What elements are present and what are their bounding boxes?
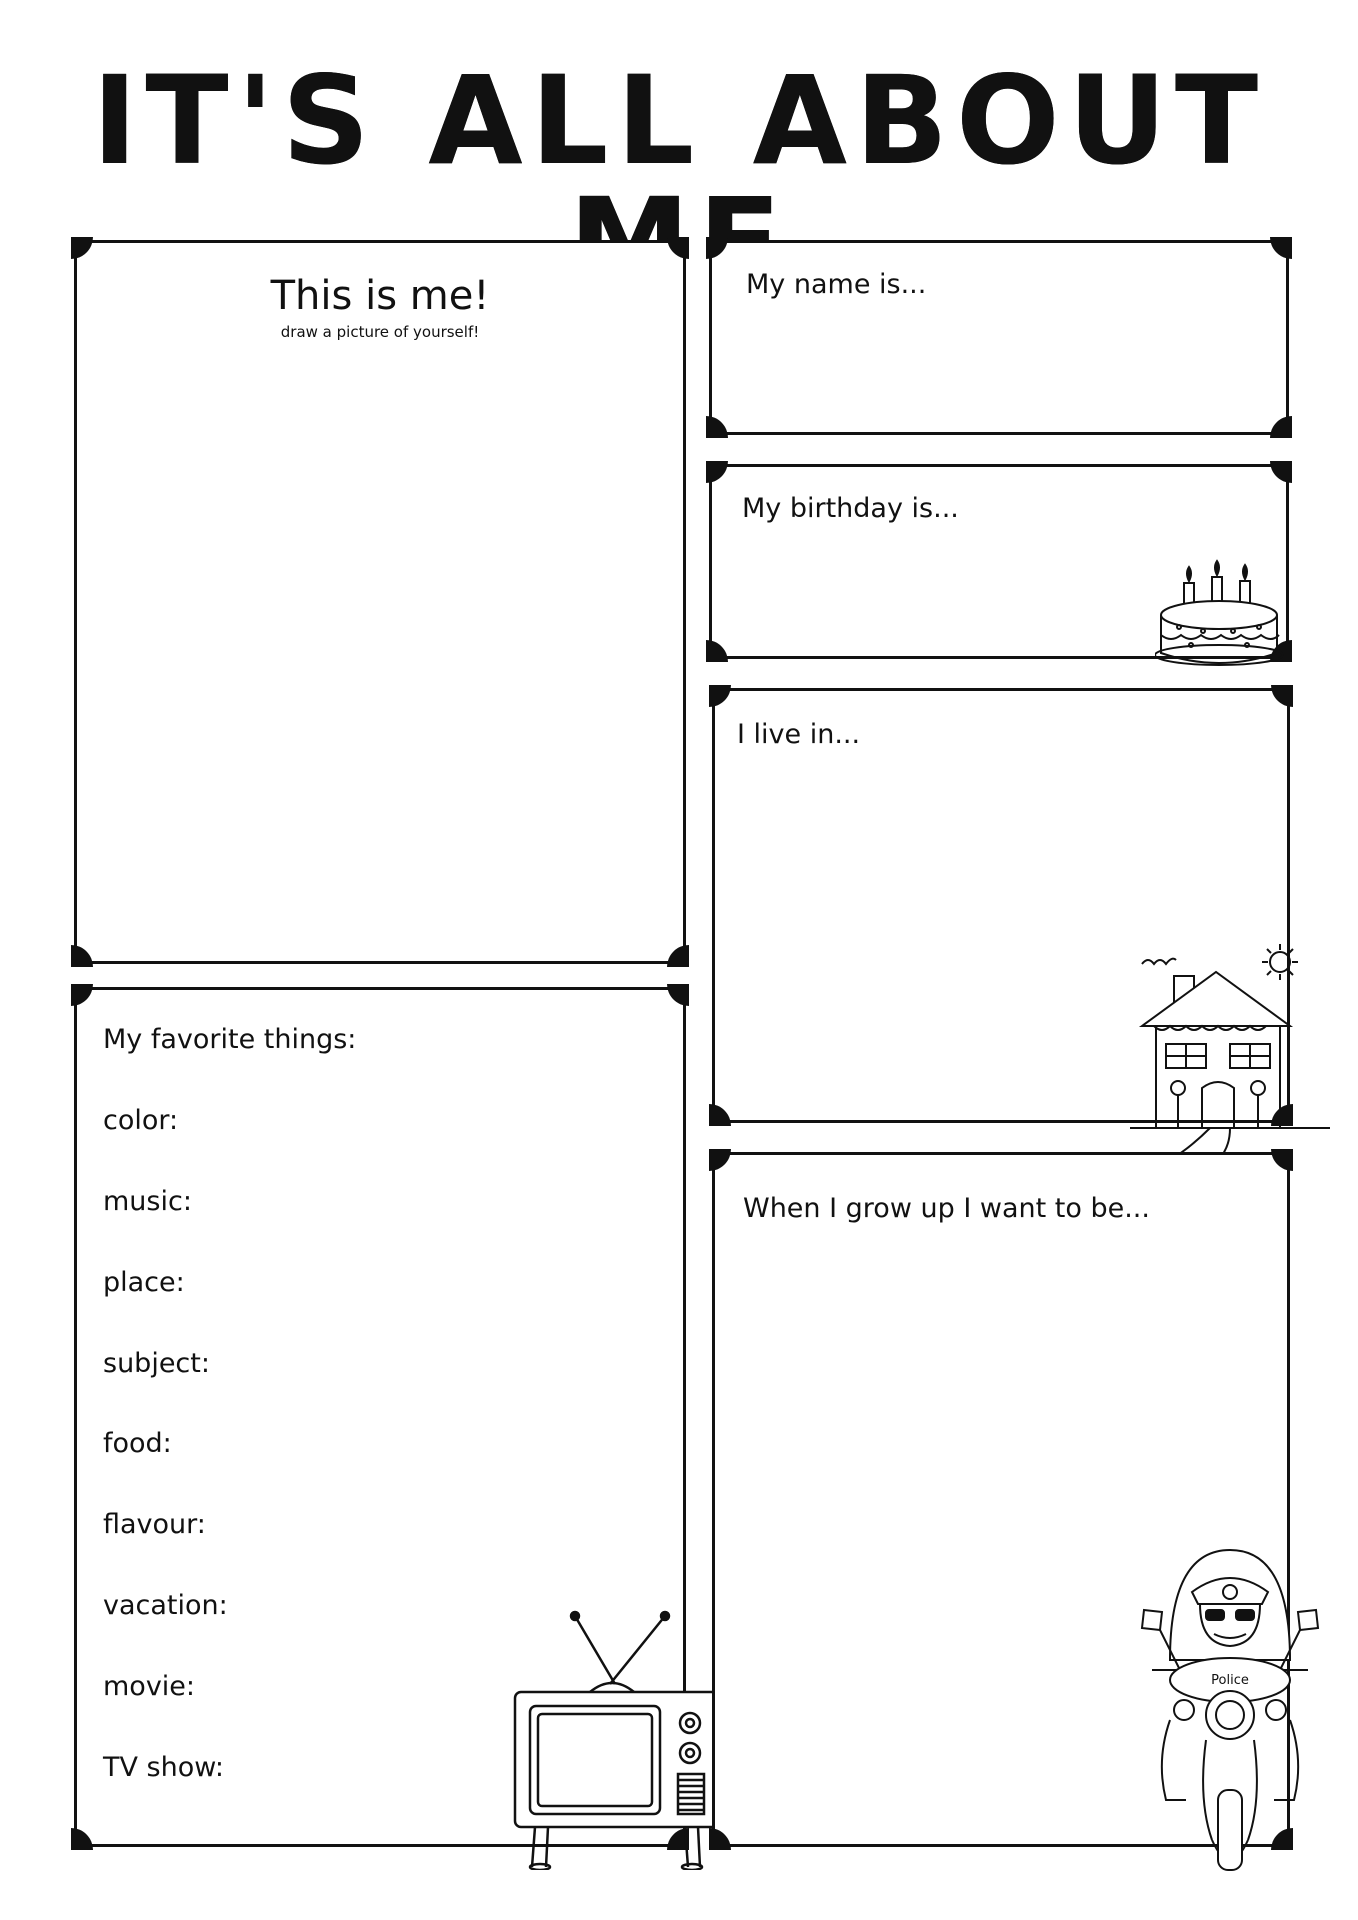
police-motorcycle-icon [1130,1540,1330,1880]
favorite-item-food: food: [103,1428,172,1459]
favorite-item-music: music: [103,1186,192,1217]
birthday-cake-icon [1155,545,1290,670]
corner-decoration [1270,416,1292,438]
favorite-item-tv-show: TV show: [103,1752,224,1783]
corner-decoration [71,1828,93,1850]
favorite-item-subject: subject: [103,1348,210,1379]
favorite-item-vacation: vacation: [103,1590,228,1621]
corner-decoration [709,1828,731,1850]
corner-decoration [709,1104,731,1126]
corner-decoration [71,237,93,259]
corner-decoration [1271,1149,1293,1171]
portrait-subheading: draw a picture of yourself! [280,323,480,341]
corner-decoration [706,237,728,259]
name-label: My name is... [746,269,927,300]
house-icon [1130,940,1330,1160]
corner-decoration [709,685,731,707]
corner-decoration [1271,685,1293,707]
favorite-item-movie: movie: [103,1671,196,1702]
portrait-card [74,240,686,964]
corner-decoration [667,945,689,967]
corner-decoration [1270,237,1292,259]
name-card [709,240,1289,435]
favorites-heading: My favorite things: [103,1024,357,1055]
corner-decoration [706,461,728,483]
corner-decoration [1270,461,1292,483]
corner-decoration [706,640,728,662]
corner-decoration [71,945,93,967]
birthday-label: My birthday is... [742,493,959,524]
grow-label: When I grow up I want to be... [743,1193,1150,1224]
police-label: Police [1211,1673,1249,1688]
live-label: I live in... [737,719,861,750]
corner-decoration [706,416,728,438]
television-icon [510,1608,725,1870]
corner-decoration [709,1149,731,1171]
portrait-heading: This is me! [270,273,490,319]
corner-decoration [667,984,689,1006]
page-title: IT'S ALL ABOUT [91,50,1267,192]
favorite-item-color: color: [103,1105,179,1136]
favorite-item-flavour: flavour: [103,1509,206,1540]
corner-decoration [667,237,689,259]
favorite-item-place: place: [103,1267,185,1298]
corner-decoration [71,984,93,1006]
